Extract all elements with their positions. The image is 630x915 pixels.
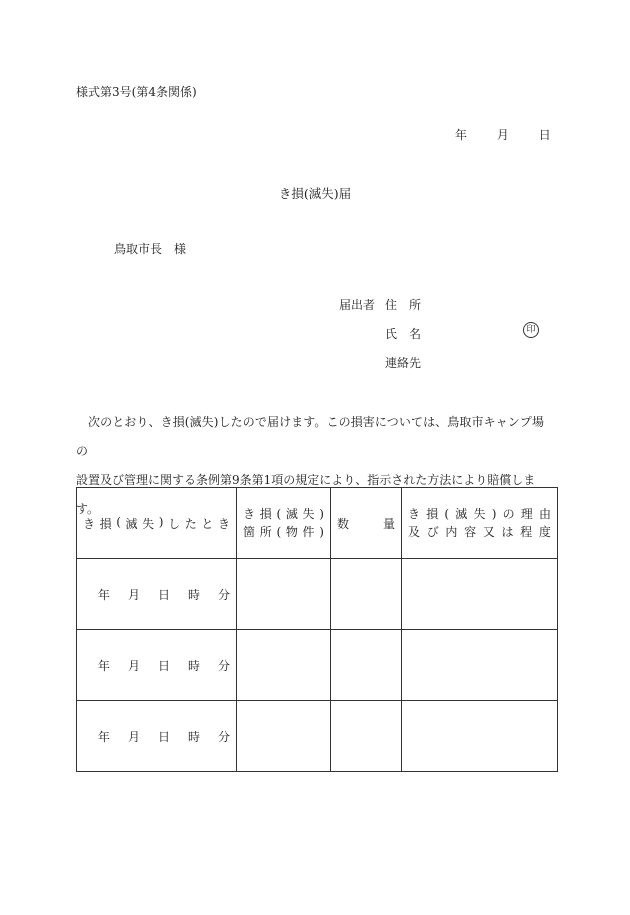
unit-hour: 時: [187, 587, 200, 602]
reason-cell[interactable]: [402, 701, 558, 772]
applicant-label: 届出者: [339, 298, 376, 312]
header-place-line1: き 損 ( 滅 失 ): [243, 507, 324, 521]
addressee-honorific: 様: [174, 242, 187, 256]
body-line-2: 設置及び管理に関する条例第9条第1項の規定により、指示された方法により賠償します。: [76, 473, 536, 516]
address-label: 住 所: [385, 298, 422, 312]
unit-minute: 分: [217, 587, 230, 602]
contact-label: 連絡先: [385, 356, 422, 370]
when-cell[interactable]: [77, 559, 237, 630]
unit-minute: 分: [217, 729, 230, 744]
header-reason-line2: 及 び 内 容 又 は 程 度: [408, 525, 551, 539]
when-cell[interactable]: [77, 630, 237, 701]
unit-year: 年: [97, 658, 110, 673]
header-qty-a: 数: [337, 516, 350, 531]
header-when: [77, 488, 237, 559]
addressee: [114, 240, 186, 257]
table-row: [77, 559, 558, 630]
name-label: 氏 名: [385, 327, 422, 341]
header-reason-line1: き 損 ( 滅 失 ) の 理 由: [408, 507, 551, 521]
qty-cell[interactable]: [331, 701, 402, 772]
when-cell[interactable]: [77, 701, 237, 772]
unit-month: 月: [127, 729, 140, 744]
unit-month: 月: [127, 658, 140, 673]
header-qty: [331, 488, 402, 559]
place-cell[interactable]: [237, 559, 331, 630]
date-year: 年: [455, 128, 468, 142]
body-line-1: 次のとおり、き損(滅失)したので届けます。この損害については、鳥取市キャンプ場の: [76, 415, 545, 458]
date-month: 月: [496, 128, 509, 142]
place-cell[interactable]: [237, 701, 331, 772]
date-day: 日: [538, 128, 551, 142]
unit-hour: 時: [187, 729, 200, 744]
unit-month: 月: [127, 587, 140, 602]
reason-cell[interactable]: [402, 559, 558, 630]
header-reason: [402, 488, 558, 559]
header-qty-b: 量: [382, 516, 395, 531]
unit-day: 日: [157, 658, 170, 673]
header-when-text: き 損 ( 滅 失 ) し た と き: [83, 514, 230, 531]
qty-cell[interactable]: [331, 630, 402, 701]
header-place: [237, 488, 331, 559]
unit-year: 年: [97, 587, 110, 602]
damage-table: [76, 487, 558, 772]
document-title: き損(滅失)届: [278, 186, 352, 201]
qty-cell[interactable]: [331, 559, 402, 630]
header-place-line2: 箇 所 ( 物 件 ): [243, 525, 324, 539]
place-cell[interactable]: [237, 630, 331, 701]
unit-year: 年: [97, 729, 110, 744]
unit-minute: 分: [217, 658, 230, 673]
form-id: 様式第3号(第4条関係): [76, 85, 197, 99]
table-row: [77, 701, 558, 772]
seal-mark: 印: [523, 322, 539, 338]
unit-day: 日: [157, 587, 170, 602]
unit-hour: 時: [187, 658, 200, 673]
table-header-row: [77, 488, 558, 559]
unit-day: 日: [157, 729, 170, 744]
table-row: [77, 630, 558, 701]
date-line: [455, 126, 551, 143]
reason-cell[interactable]: [402, 630, 558, 701]
addressee-name: 鳥取市長: [114, 242, 163, 256]
